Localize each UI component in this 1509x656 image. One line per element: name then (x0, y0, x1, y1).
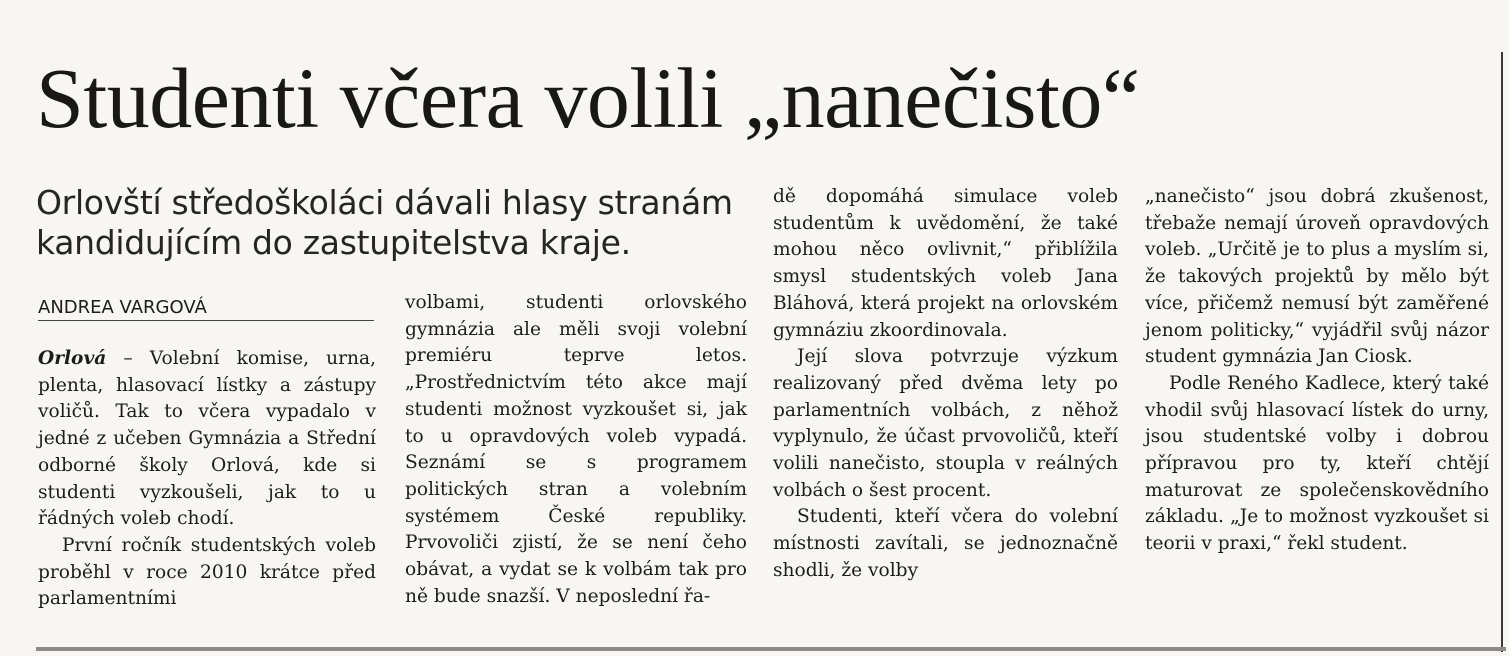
byline-rule (38, 320, 374, 321)
text-column-1 (38, 346, 376, 613)
bottom-rule (36, 647, 1506, 651)
text-column-3 (773, 184, 1118, 585)
paragraph: Studenti, kteří včera do volební místnosti zavítali, se jednoznačně shodli, že volby (773, 506, 1118, 581)
byline: ANDREA VARGOVÁ (38, 297, 207, 318)
column-rule (1501, 52, 1503, 652)
paragraph: Podle Reného Kadlece, který také vhodil svůj hlasovací lístek do urny, jsou studentské volby i dobrou přípravou pro ty, kteří chtějí maturovat ze společenskovědního základu. „Je to možnost vyzkoušet si teorii v praxi,“ řekl student. (1145, 372, 1489, 555)
text-column-2 (405, 290, 747, 610)
text-column-4 (1145, 184, 1489, 558)
paragraph: První ročník studentských voleb proběhl v roce 2010 krátce před parlamentními (38, 534, 376, 610)
paragraph: „nanečisto“ jsou dobrá zkušenost, třebaže nemají úroveň opravdových voleb. „Určitě je to plus a myslím si, že takových projektů by mělo být více, přičemž nemusí být zaměřené jenom politicky,“ vyjádřil svůj názor student gymnázia Jan Ciosk. (1145, 186, 1489, 368)
lead-paragraph (38, 346, 376, 533)
dateline: Orlová (38, 348, 107, 369)
paragraph: volbami, studenti orlovského gymnázia ale měli svoji volební premiéru teprve letos. „Prostřednictvím této akce mají studenti možnost vyzkoušet si, jak to u opravdových voleb vypadá. Seznámí se s programem politických stran a volebním systémem České republiky. Prvovoliči zjistí, že se není čeho obávat, a vydat se k volbám tak pro ně bude snazší. V neposlední řa- (405, 292, 747, 607)
paragraph-text: – Volební komise, urna, plenta, hlasovací lístky a zástupy voličů. Tak to včera vypadalo v jedné z učeben Gymnázia a Střední odborné školy Orlová, kde si studenti vyzkoušeli, jak to u řádných voleb chodí. (38, 348, 376, 530)
paragraph: Její slova potvrzuje výzkum realizovaný před dvěma lety po parlamentních volbách, z něhož vyplynulo, že účast prvovoličů, kteří volili nanečisto, stoupla v reálných volbách o šest procent. (773, 346, 1118, 501)
deck-subheading: Orlovští středoškoláci dávali hlasy stranám kandidujícím do zastupitelstva kraje. (36, 183, 733, 262)
paragraph: dě dopomáhá simulace voleb studentům k uvědomění, že také mohou něco ovlivnit,“ přiblížila smysl studentských voleb Jana Bláhová, která projekt na orlovském gymnáziu zkoordinovala. (773, 186, 1118, 341)
headline: Studenti včera volili „nanečisto“ (36, 50, 1140, 146)
